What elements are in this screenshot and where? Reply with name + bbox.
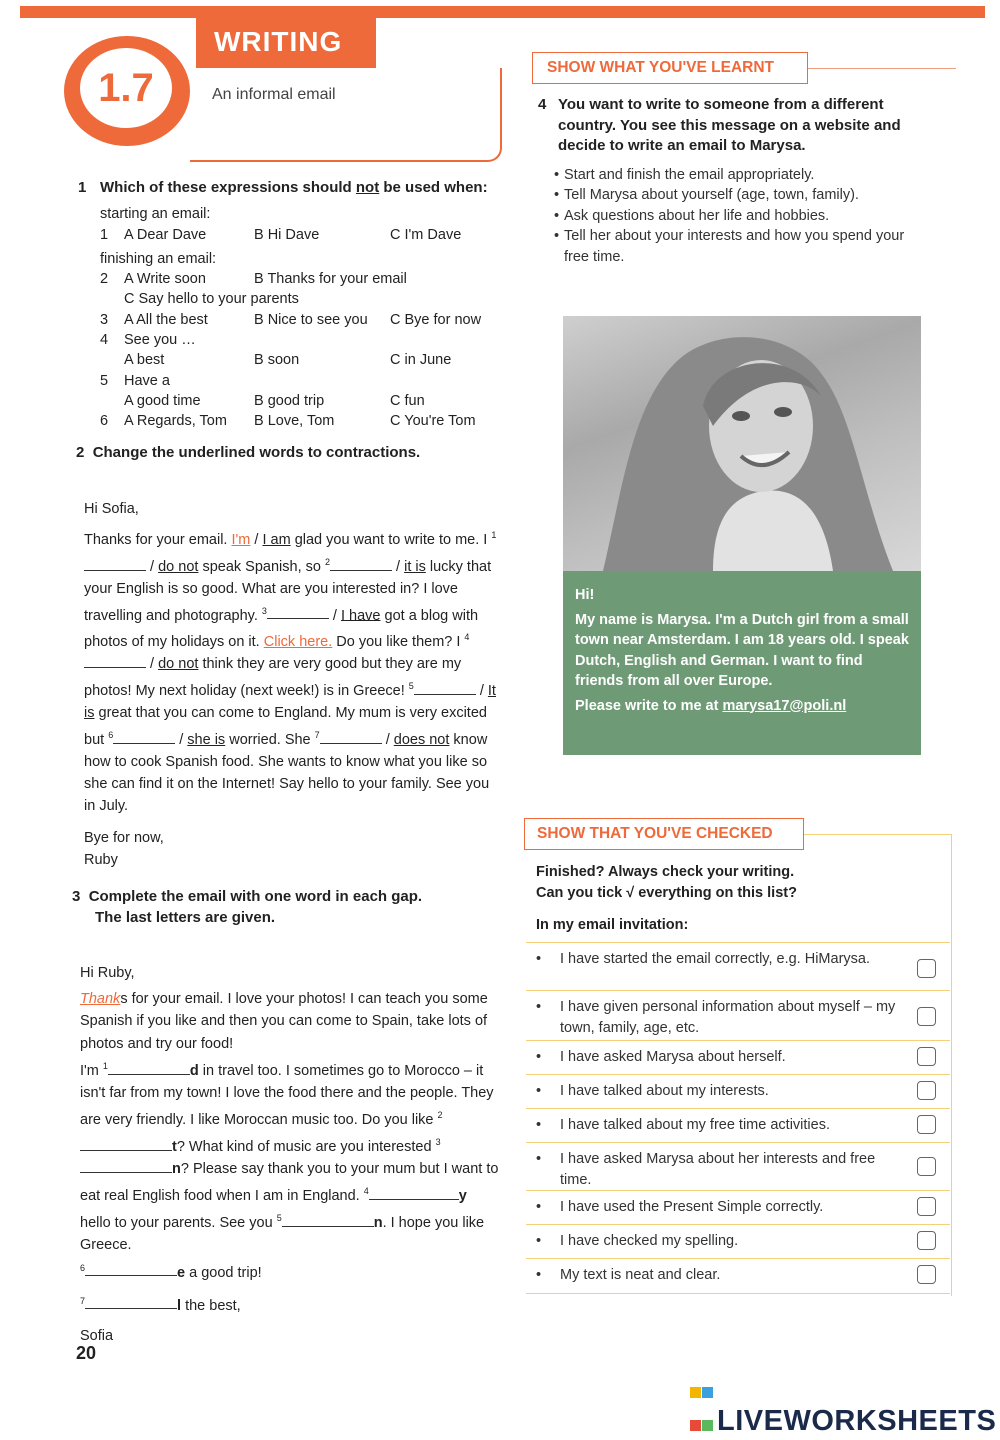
gap-7-input[interactable] <box>320 730 382 744</box>
option-a[interactable]: A best <box>124 352 165 369</box>
task-bullet: • Tell Marysa about yourself (age, town, family). <box>538 185 928 206</box>
marysa-photo <box>563 316 921 571</box>
email-signature: Ruby <box>84 851 118 868</box>
portrait-illustration <box>563 316 921 571</box>
blog-link[interactable]: Click here. <box>263 634 333 651</box>
gap-1-input[interactable] <box>84 557 146 571</box>
ex1-item-2-c <box>78 289 508 309</box>
option-a[interactable]: A All the best <box>124 311 208 328</box>
lesson-number: 1.7 <box>80 48 172 128</box>
gap-5-input[interactable] <box>282 1213 374 1227</box>
exercise-3-email <box>80 962 500 1347</box>
header-frame-line <box>190 68 502 162</box>
checklist-item: • I have asked Marysa about herself. <box>526 1040 950 1074</box>
option-b[interactable]: B Thanks for your email <box>254 271 407 288</box>
gap-3-input[interactable] <box>80 1159 172 1173</box>
tick-checkbox[interactable] <box>917 1081 936 1100</box>
option-c[interactable]: C Bye for now <box>390 311 482 328</box>
option-c[interactable]: C I'm Dave <box>390 226 462 243</box>
option-c[interactable]: C Say hello to your parents <box>124 291 299 308</box>
email-body: Thanks for your email. I love your photos! I can teach you some Spanish if you like and then you can come to Spain, take lots of photos and try our food! I'm $^1$ d in travel too. I sometimes go to Morocco – it isn't far from my town! I love the food there and the people. They are very friendly. I like Moroccan music too. Do you like $^2$t? What kind of music are you interested $^3$n? Please say thank you to your mum but I want to eat real English food when I am in England. $^4$ y hello to your parents. See you $^5$ n. I hope you like Greece. $^6$ e a good trip! <box>80 991 499 1281</box>
tick-checkbox[interactable] <box>917 1115 936 1134</box>
gap-4-input[interactable] <box>84 654 146 668</box>
exercise-2-email <box>84 498 504 871</box>
message-body: My name is Marysa. I'm a Dutch girl from a small town near Amsterdam. I am 18 years old. I speak Dutch, English and German. I want to find friends from all over Europe. <box>575 611 909 689</box>
option-a[interactable]: A Regards, Tom <box>124 413 227 430</box>
marysa-message <box>563 571 921 755</box>
checklist-item: • I have talked about my interests. <box>526 1074 950 1108</box>
option-b[interactable]: B Nice to see you <box>254 311 368 328</box>
gap-2-input[interactable] <box>330 557 392 571</box>
email-closing: $^7$ l the best, <box>80 1295 241 1314</box>
gap-2-input[interactable] <box>80 1137 172 1151</box>
email-body: Thanks for your email. I'm / I am glad you want to write to me. I $^1$ / do not speak Spanish, so $^2$ / it is lucky that your English is so good. What are you interested in? I love travelling and photography. $^3$ / I have got a blog with photos of my holidays on it. Click here. Do you like them? I $^4$ / do not think they are very good but they are my photos! My next holiday (next week!) is in Greece! $^5$ / It is great that you can come to England. My mum is very excited but $^6$ / she is worried. She $^7$ / does not know how to cook Spanish food. She wants to know what you like so she can find it on the Internet! Say hello to your family. See you in July. <box>84 530 497 814</box>
ex1-item-3: 3 A All the best B Nice to see you C Bye for now <box>78 310 508 330</box>
checklist-item: • I have asked Marysa about her interests and free time. <box>526 1142 950 1190</box>
task-bullet: • Tell her about your interests and how you spend your free time. <box>538 226 928 267</box>
tick-checkbox[interactable] <box>917 1231 936 1250</box>
option-b[interactable]: B good trip <box>254 392 325 409</box>
ex1-item-6: 6 A Regards, Tom B Love, Tom C You're Tom <box>78 411 508 431</box>
tick-checkbox[interactable] <box>917 1007 936 1026</box>
tick-checkbox[interactable] <box>917 1157 936 1176</box>
section-title: WRITING <box>214 26 343 57</box>
task-bullet: • Ask questions about her life and hobbies. <box>538 206 928 227</box>
option-b[interactable]: B Hi Dave <box>254 226 320 243</box>
heading-rule <box>808 68 956 69</box>
example-answer: Thank <box>80 991 121 1008</box>
message-greeting: Hi! <box>575 587 595 603</box>
checklist-item: • My text is neat and clear. <box>526 1258 950 1294</box>
lesson-subtitle: An informal email <box>212 86 336 103</box>
gap-6-input[interactable] <box>113 730 175 744</box>
tick-checkbox[interactable] <box>917 959 936 978</box>
option-c[interactable]: C in June <box>390 352 452 369</box>
marysa-email-link[interactable]: marysa17@poli.nl <box>722 697 847 714</box>
ex1-item-5 <box>78 391 508 411</box>
option-a[interactable]: A Dear Dave <box>124 226 207 243</box>
tick-checkbox[interactable] <box>917 1265 936 1284</box>
option-b[interactable]: B Love, Tom <box>254 413 335 430</box>
ex1-item-1: 1 A Dear Dave B Hi Dave C I'm Dave <box>78 225 508 245</box>
exercise-4 <box>538 95 928 267</box>
option-a[interactable]: A Write soon <box>124 271 206 288</box>
option-b[interactable]: B soon <box>254 352 300 369</box>
checklist-item: • I have talked about my free time activities. <box>526 1108 950 1142</box>
checklist-item: • I have used the Present Simple correctly. <box>526 1190 950 1224</box>
swyc-heading: SHOW THAT YOU'VE CHECKED <box>524 818 804 850</box>
top-accent-bar <box>20 6 985 18</box>
ex1-item-4-stem: 4 See you … <box>100 332 196 349</box>
tick-checkbox[interactable] <box>917 1047 936 1066</box>
task-bullet: • Start and finish the email appropriately. <box>538 165 928 186</box>
checklist-subtitle: In my email invitation: <box>536 917 689 933</box>
ex1-item-5-stem: 5 Have a <box>100 372 170 389</box>
exercise-3-title: 3 Complete the email with one word in each gap. The last letters are given. <box>72 888 423 926</box>
exercise-1-title: 1 Which of these expressions should not be used when: <box>78 179 488 196</box>
gap-6-input[interactable] <box>85 1262 177 1276</box>
email-signature: Sofia <box>80 1327 114 1344</box>
exercise-4-task: 4 You want to write to someone from a different country. You see this message on a website and decide to write an email to Marysa. <box>538 96 901 154</box>
option-c[interactable]: C You're Tom <box>390 413 476 430</box>
starting-label: starting an email: <box>100 206 211 223</box>
task-bullets <box>538 165 928 268</box>
gap-5-input[interactable] <box>414 681 476 695</box>
message-contact: Please write to me at marysa17@poli.nl <box>575 697 847 714</box>
email-closing: Bye for now, <box>84 829 164 846</box>
option-a[interactable]: A good time <box>124 392 201 409</box>
gap-1-input[interactable] <box>108 1061 190 1075</box>
exercise-2-title: 2 Change the underlined words to contractions. <box>76 444 421 461</box>
gap-3-input[interactable] <box>267 605 329 619</box>
section-tab <box>196 18 376 68</box>
page-number: 20 <box>76 1343 97 1363</box>
gap-4-input[interactable] <box>369 1186 459 1200</box>
option-c[interactable]: C fun <box>390 392 425 409</box>
email-greeting: Hi Sofia, <box>84 501 139 517</box>
liveworksheets-logo: LIVEWORKSHEETS <box>690 1374 996 1438</box>
liveworksheets-icon <box>690 1374 714 1398</box>
gap-7-input[interactable] <box>85 1295 177 1309</box>
checklist-intro: Finished? Always check your writing. Can you tick √ everything on this list? <box>536 864 797 901</box>
ex1-item-2: 2 A Write soon B Thanks for your email <box>78 269 508 289</box>
checklist-item: • I have started the email correctly, e.g. HiMarysa. <box>526 942 950 990</box>
swyl-heading: SHOW WHAT YOU'VE LEARNT <box>532 52 808 84</box>
checklist-item: • I have checked my spelling. <box>526 1224 950 1258</box>
example-answer: I'm <box>231 531 251 548</box>
email-greeting: Hi Ruby, <box>80 965 135 981</box>
checklist-item: • I have given personal information about myself – my town, family, age, etc. <box>526 990 950 1040</box>
tick-checkbox[interactable] <box>917 1197 936 1216</box>
finishing-label: finishing an email: <box>100 250 217 267</box>
exercise-1 <box>78 178 508 432</box>
ex1-item-4 <box>78 350 508 370</box>
